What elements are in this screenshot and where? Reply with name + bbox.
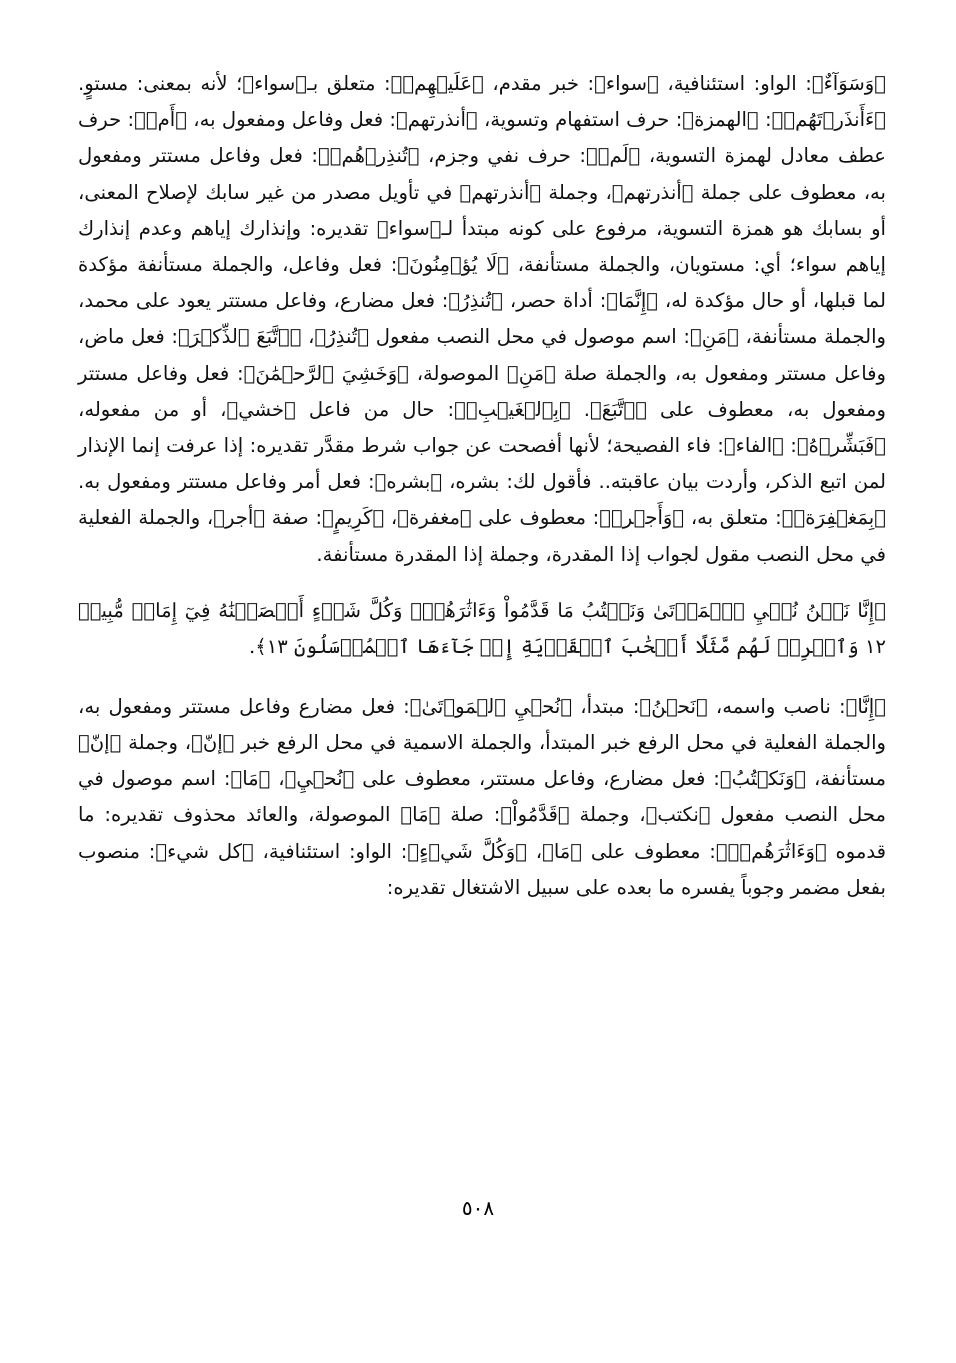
commentary-paragraph-2: ﴿إِنَّا﴾: ناصب واسمه، ﴿نَحۡنُ﴾: مبتدأ، ﴿نُحۡيِ ٱلۡمَوۡتَىٰ﴾: فعل مضارع وفاعل مستتر ومفعول به، والجملة الفعلية في محل الرفع خبر المبتدأ، والجملة الاسمية في محل الرفع خبر ﴿إنّ﴾، وجملة ﴿إنّ﴾ مستأنفة، ﴿وَنَكۡتُبُ﴾: فعل مضارع، وفاعل مستتر، معطوف على ﴿نُحۡيِ﴾، ﴿مَا﴾: اسم موصول في محل النصب مفعول ﴿نكتب﴾، وجملة ﴿قَدَّمُواْ﴾: صلة ﴿مَا﴾ الموصولة، والعائد محذوف تقديره: ما قدموه ﴿وَءَاثَٰرَهُمۡۚ﴾: معطوف على ﴿مَا﴾، ﴿وَكُلَّ شَيۡءٍ﴾: الواو: استئنافية، ﴿كل شيء﴾: منصوب بفعل مضمر وجوباً يفسره ما بعده على سبيل الاشتغال تقديره:	[78, 694, 886, 899]
page-number: ٥٠٨	[461, 1196, 495, 1220]
book-page	[78, 64, 886, 1324]
commentary-paragraph-1: ﴿وَسَوَآءٌ﴾: الواو: استئنافية، ﴿سواء﴾: خبر مقدم، ﴿عَلَيۡهِمۡ﴾: متعلق بـ﴿سواء﴾؛ لأنه بمعنى: مستوٍ. ﴿ءَأَنذَرۡتَهُمۡ﴾: ﴿الهمزة﴾: حرف استفهام وتسوية، ﴿أنذرتهم﴾: فعل وفاعل ومفعول به، ﴿أَمۡ﴾: حرف عطف معادل لهمزة التسوية، ﴿لَمۡ﴾: حرف نفي وجزم، ﴿تُنذِرۡهُمۡ﴾: فعل وفاعل مستتر ومفعول به، معطوف على جملة ﴿أنذرتهم﴾، وجملة ﴿أنذرتهم﴾ في تأويل مصدر من غير سابك لإصلاح المعنى، أو بسابك هو همزة التسوية، مرفوع على كونه مبتدأ لـ﴿سواء﴾ تقديره: وإنذارك إياهم وعدم إنذارك إياهم سواء؛ أي: مستويان، والجملة مستأنفة، ﴿لَا يُؤۡمِنُونَ﴾: فعل وفاعل، والجملة مستأنفة مؤكدة لما قبلها، أو حال مؤكدة له، ﴿إِنَّمَا﴾: أداة حصر، ﴿تُنذِرُ﴾: فعل مضارع، وفاعل مستتر يعود على محمد، والجملة مستأنفة، ﴿مَنِ﴾: اسم موصول في محل النصب مفعول ﴿تُنذِرُ﴾، ﴿ٱتَّبَعَ ٱلذِّكۡرَ﴾: فعل ماض، وفاعل مستتر ومفعول به، والجملة صلة ﴿مَنِ﴾ الموصولة، ﴿وَخَشِيَ ٱلرَّحۡمَٰنَ﴾: فعل وفاعل مستتر ومفعول به، معطوف على ﴿ٱتَّبَعَ﴾. ﴿بِٱلۡغَيۡبِۖ﴾: حال من فاعل ﴿خشي﴾، أو من مفعوله، ﴿فَبَشِّرۡهُ﴾: ﴿الفاء﴾: فاء الفصيحة؛ لأنها أفصحت عن جواب شرط مقدَّر تقديره: إذا عرفت إنما الإنذار لمن اتبع الذكر، وأردت بيان عاقبته.. فأقول لك: بشره، ﴿بشره﴾: فعل أمر وفاعل مستتر ومفعول به. ﴿بِمَغۡفِرَةٖ﴾: متعلق به، ﴿وَأَجۡرٖ﴾: معطوف على ﴿مغفرة﴾، ﴿كَرِيمٍ﴾: صفة ﴿أجر﴾، والجملة الفعلية في محل النصب مقول لجواب إذا المقدرة، وجملة إذا المقدرة مستأنفة.	[78, 72, 886, 566]
quran-verse-block: ﴿إِنَّا نَحۡنُ نُحۡيِ ٱلۡمَوۡتَىٰ وَنَكۡتُبُ مَا قَدَّمُواْ وَءَاثَٰرَهُمۡۚ وَكُلَّ شَيۡءٍ أَحۡصَيۡنَٰهُ فِيٓ إِمَامٖ مُّبِينٖ ١٢ وَٱضۡرِبۡ لَهُم مَّثَلًا أَصۡحَٰبَ ٱلۡقَرۡيَةِ إِذۡ جَآءَهَا ٱلۡمُرۡسَلُونَ ١٣﴾.	[78, 598, 886, 658]
